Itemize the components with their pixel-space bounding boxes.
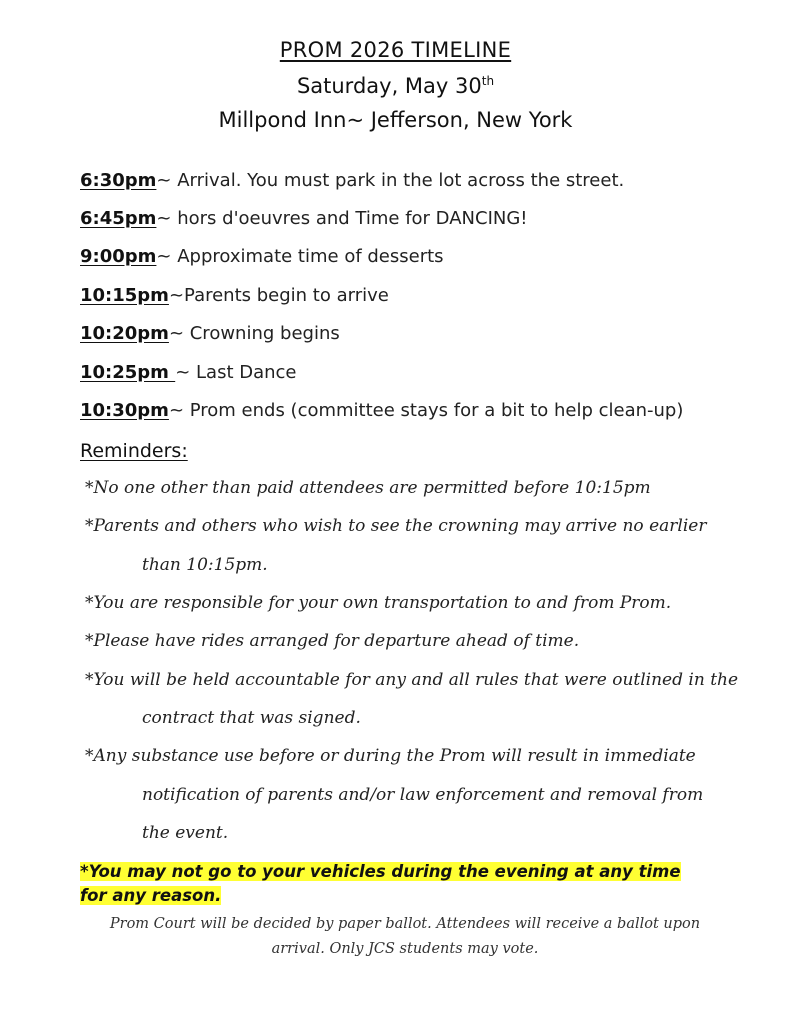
timeline-item (80, 246, 444, 267)
timeline-text: ~ Approximate time of desserts (156, 246, 444, 267)
event-venue: Millpond Inn~ Jefferson, New York (218, 108, 573, 132)
timeline-item (80, 362, 297, 383)
reminder-line: *Any substance use before or during the Prom will result in immediate (85, 746, 696, 766)
reminders-heading: Reminders: (80, 440, 188, 462)
reminder-line: contract that was signed. (142, 708, 361, 728)
reminder-line: than 10:15pm. (142, 555, 268, 575)
timeline-time: 10:20pm (80, 323, 169, 344)
timeline-item (80, 400, 683, 421)
event-date-suffix: th (481, 74, 495, 88)
timeline-time: 10:15pm (80, 285, 169, 306)
timeline-time: 6:45pm (80, 208, 157, 229)
highlighted-reminder (80, 860, 712, 908)
timeline-text: ~ Crowning begins (168, 323, 340, 344)
timeline-text: ~ hors d'oeuvres and Time for DANCING! (156, 208, 528, 229)
timeline-time: 10:30pm (80, 400, 169, 421)
document-title: PROM 2026 TIMELINE (279, 38, 512, 62)
reminder-line: *Parents and others who wish to see the crowning may arrive no earlier (85, 516, 707, 536)
timeline-item (80, 170, 624, 191)
highlighted-reminder-text: *You may not go to your vehicles during the evening at any time for any reason. (80, 862, 681, 905)
timeline-time: 9:00pm (80, 246, 157, 267)
timeline-item (80, 323, 340, 344)
timeline-text: ~ Prom ends (committee stays for a bit to help clean-up) (168, 400, 684, 421)
timeline-item (80, 285, 389, 306)
reminder-line: *Please have rides arranged for departure ahead of time. (85, 631, 580, 651)
timeline-text: ~ Last Dance (175, 362, 297, 383)
timeline-time: 10:25pm (80, 362, 176, 383)
timeline-item (80, 208, 528, 229)
timeline-text: ~Parents begin to arrive (168, 285, 389, 306)
reminder-line: *You will be held accountable for any and all rules that were outlined in the (85, 670, 739, 690)
event-date (0, 74, 791, 98)
reminder-line: notification of parents and/or law enforcement and removal from (142, 785, 704, 805)
reminder-line: *No one other than paid attendees are permitted before 10:15pm (85, 478, 651, 498)
event-date-main: Saturday, May 30 (296, 74, 482, 98)
reminder-line: the event. (142, 823, 229, 843)
timeline-text: ~ Arrival. You must park in the lot across the street. (156, 170, 625, 191)
footer-note: Prom Court will be decided by paper ballot. Attendees will receive a ballot upon arrival. Only JCS students may vote. (109, 916, 701, 957)
reminder-line: *You are responsible for your own transportation to and from Prom. (85, 593, 672, 613)
timeline-time: 6:30pm (80, 170, 157, 191)
